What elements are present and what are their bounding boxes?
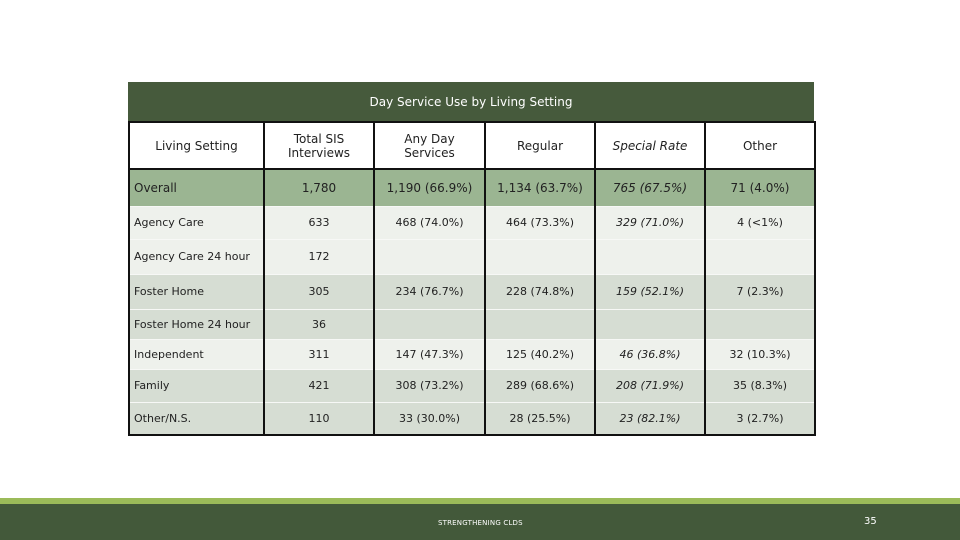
header-row [129,122,815,169]
cell [595,309,705,339]
footer-text: STRENGTHENING CLDS [438,519,523,527]
cell: 110 [264,402,374,435]
cell: 329 (71.0%) [595,206,705,239]
cell [485,309,595,339]
cell: Agency Care 24 hour [129,239,264,274]
cell: 71 (4.0%) [705,169,815,206]
cell [705,309,815,339]
cell: 228 (74.8%) [485,274,595,309]
cell: 32 (10.3%) [705,339,815,369]
table-row [129,339,815,369]
header-any-day-services: Any Day Services [374,122,485,169]
header-regular: Regular [485,122,595,169]
cell: 234 (76.7%) [374,274,485,309]
table-row [129,206,815,239]
cell: 1,780 [264,169,374,206]
cell: 308 (73.2%) [374,369,485,402]
table-row [129,274,815,309]
table-row [129,402,815,435]
cell: Overall [129,169,264,206]
cell: 1,190 (66.9%) [374,169,485,206]
table-title: Day Service Use by Living Setting [128,82,814,121]
table-row [129,369,815,402]
cell [705,239,815,274]
cell: 28 (25.5%) [485,402,595,435]
cell [485,239,595,274]
cell: 289 (68.6%) [485,369,595,402]
cell [595,239,705,274]
cell: 305 [264,274,374,309]
footer-bar [0,504,960,540]
header-total-sis: Total SIS Interviews [264,122,374,169]
cell: 765 (67.5%) [595,169,705,206]
day-service-table [128,121,816,436]
cell: 421 [264,369,374,402]
cell: 464 (73.3%) [485,206,595,239]
table-row [129,169,815,206]
cell: Other/N.S. [129,402,264,435]
cell: 147 (47.3%) [374,339,485,369]
cell: 1,134 (63.7%) [485,169,595,206]
table-row [129,309,815,339]
cell: 125 (40.2%) [485,339,595,369]
cell: 46 (36.8%) [595,339,705,369]
cell: 311 [264,339,374,369]
cell: Foster Home [129,274,264,309]
cell: 468 (74.0%) [374,206,485,239]
page-number: 35 [864,516,877,527]
cell [374,309,485,339]
cell: 3 (2.7%) [705,402,815,435]
cell: 159 (52.1%) [595,274,705,309]
header-special-rate: Special Rate [595,122,705,169]
cell: 36 [264,309,374,339]
cell: 23 (82.1%) [595,402,705,435]
cell: 35 (8.3%) [705,369,815,402]
cell: Family [129,369,264,402]
cell [374,239,485,274]
cell: 33 (30.0%) [374,402,485,435]
table-row [129,239,815,274]
cell: 7 (2.3%) [705,274,815,309]
cell: Agency Care [129,206,264,239]
cell: 4 (<1%) [705,206,815,239]
header-living-setting: Living Setting [129,122,264,169]
header-other: Other [705,122,815,169]
cell: 172 [264,239,374,274]
cell: 208 (71.9%) [595,369,705,402]
cell: Independent [129,339,264,369]
cell: Foster Home 24 hour [129,309,264,339]
cell: 633 [264,206,374,239]
